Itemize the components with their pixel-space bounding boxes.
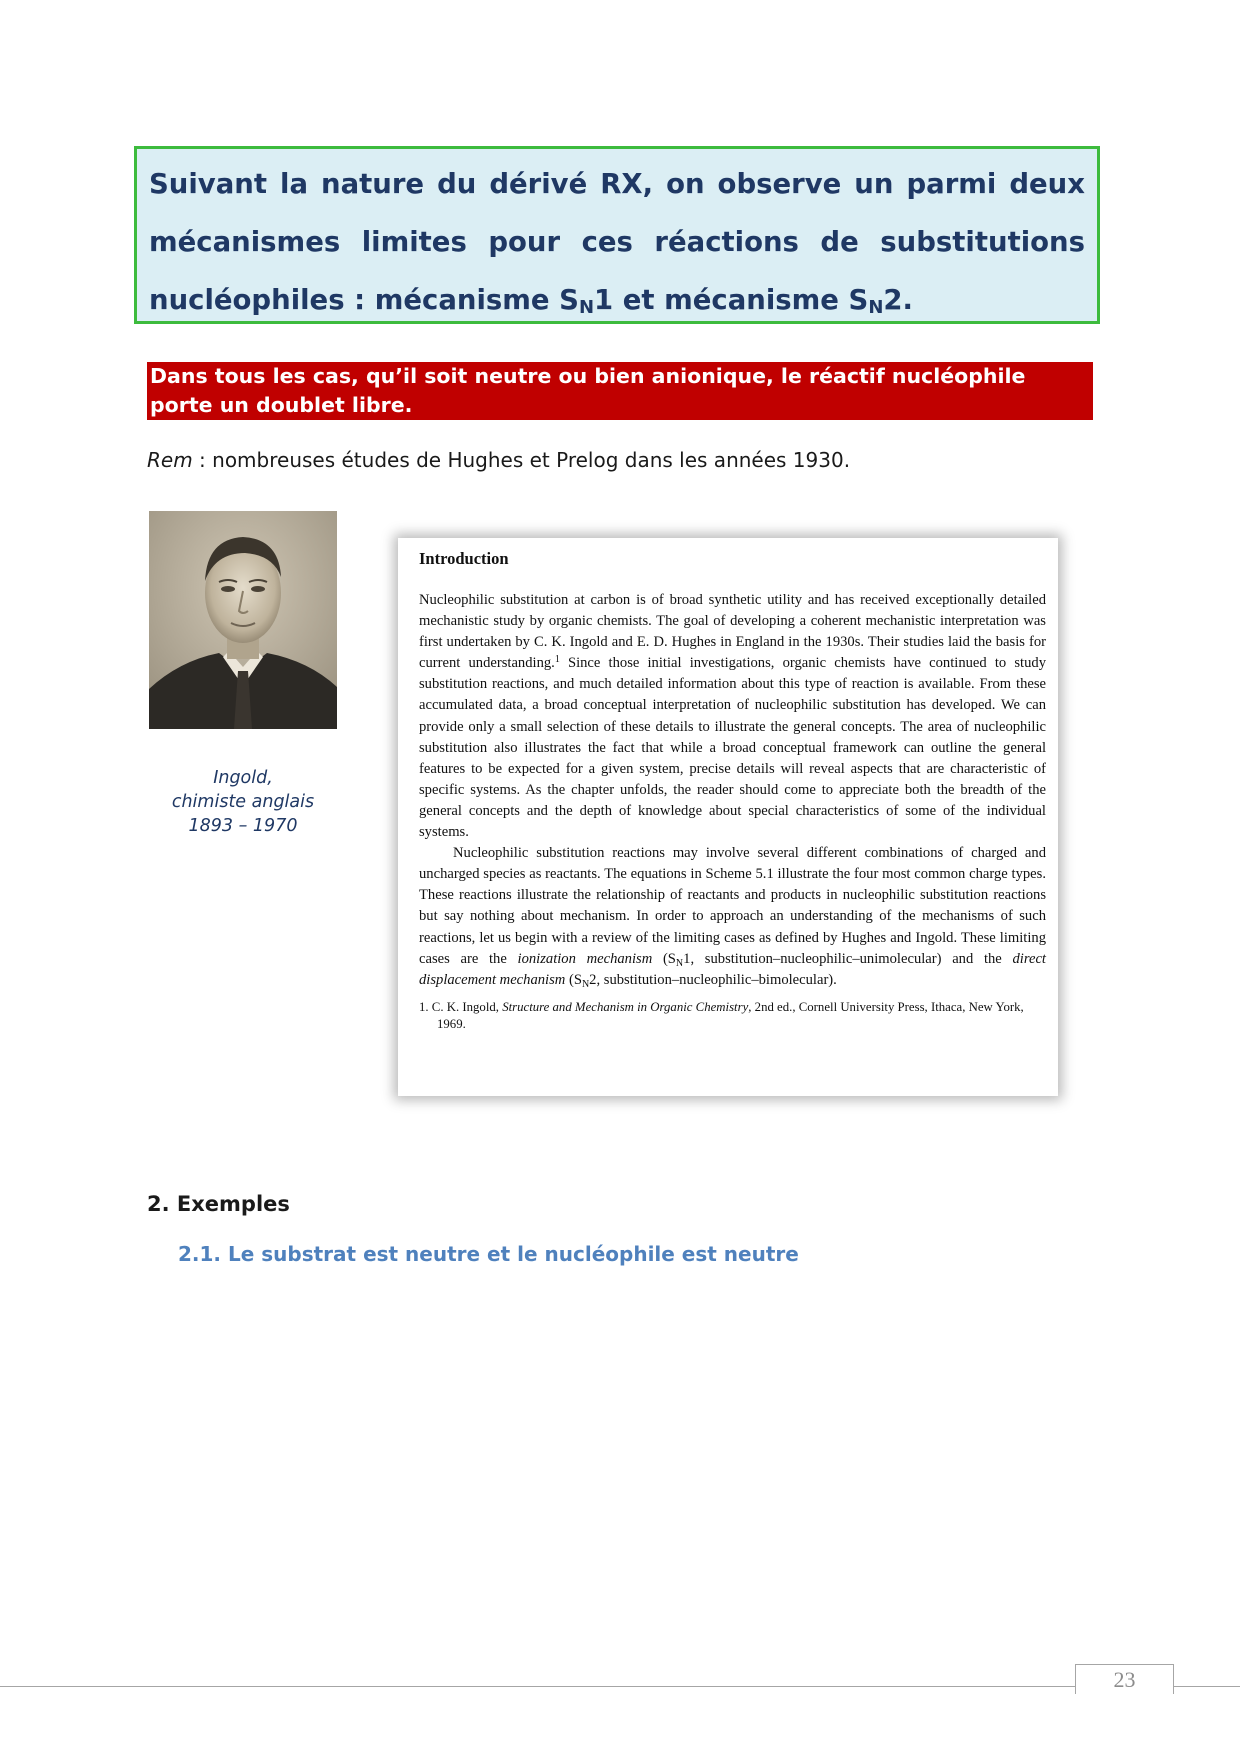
caption-dates: 1893 – 1970 [188, 816, 298, 836]
remark-label: Rem [147, 448, 193, 472]
callout-text-3: 2. [883, 284, 913, 316]
excerpt-paragraph-1 [419, 590, 1046, 843]
term-ionization-mechanism: ionization mechanism [517, 950, 653, 967]
footer-rule-right [1174, 1686, 1240, 1687]
nucleophile-note-banner [147, 362, 1093, 420]
subscript-n: N [675, 957, 684, 969]
section-heading: 2. Exemples [147, 1192, 290, 1216]
excerpt-p1-text-a: Nucleophilic substitution at carbon is of broad synthetic utility and has received exceptionally detailed mechanistic study by organic chemists. The goal of developing a coherent mechanistic interpretation was first undertaken by C. K. Ingold and E. D. Hughes in England in the 1930s. Their studies laid the basis for current understanding. [419, 592, 1046, 672]
excerpt-footnote [419, 999, 1046, 1033]
excerpt-p2-text-b: (S [652, 950, 676, 967]
textbook-excerpt [398, 538, 1058, 1096]
caption-description: chimiste anglais [171, 792, 315, 812]
subsection-heading: 2.1. Le substrat est neutre et le nucléophile est neutre [178, 1242, 799, 1266]
excerpt-p2-text-e: 2, substitution–nucleophilic–bimolecular). [589, 971, 837, 988]
excerpt-title: Introduction [419, 549, 509, 568]
ingold-portrait-photo [149, 511, 337, 729]
callout-subscript-n-2: N [868, 297, 884, 318]
callout-text-2: 1 et mécanisme S [594, 284, 869, 316]
callout-subscript-n: N [578, 297, 595, 318]
excerpt-p2-text-c: 1, substitution–nucleophilic–unimolecular) and the [683, 950, 1013, 967]
footnote-text-b: , 2nd ed., Cornell University Press, Ithaca, New York, 1969. [437, 999, 1024, 1031]
excerpt-p2-text-a: Nucleophilic substitution reactions may involve several different combinations of charged and uncharged species as reactants. The equations in Scheme 5.1 illustrate the four most common charge types. These reactions illustrate the relationship of reactants and products in nucleophilic substitution reactions but say nothing about mechanism. In order to approach an understanding of the mechanisms of such reactions, let us begin with a review of the limiting cases as defined by Hughes and Ingold. These limiting cases are the [419, 845, 1046, 967]
subscript-n-2: N [581, 978, 590, 990]
excerpt-paragraph-2 [419, 843, 1046, 991]
excerpt-p1-text-b: Since those initial investigations, organic chemists have continued to study substitution reactions, and much detailed information about this type of reaction is available. From these accumulated data, a broad conceptual interpretation of nucleophilic substitution has developed. We can provide only a small selection of these details to illustrate the general concepts. The area of nucleophilic substitution also illustrates the fact that while a broad conceptual framework can outline the general features to be expected for a given system, precise details will reveal aspects that are characteristic of specific systems. As the chapter unfolds, the reader should come to appreciate both the breadth of the general concepts and the depth of knowledge about special characteristics of some of the individual systems. [419, 655, 1046, 841]
term-direct-displacement: direct displacement mechanism [419, 950, 1046, 988]
page-number: 23 [1075, 1664, 1174, 1694]
remark-line [147, 448, 850, 472]
nucleophile-note-text: Dans tous les cas, qu’il soit neutre ou bien anionique, le réactif nucléophile porte un doublet libre. [150, 364, 1026, 417]
remark-text: : nombreuses études de Hughes et Prelog dans les années 1930. [192, 448, 851, 472]
footnote-text-a: 1. C. K. Ingold, [419, 999, 503, 1014]
footnote-reference: 1 [554, 654, 560, 666]
callout-text: Suivant la nature du dérivé RX, on observe un parmi deux mécanismes limites pour ces réactions de substitutions nucléophiles : mécanisme S [149, 168, 1085, 316]
key-statement-callout [134, 146, 1100, 324]
footnote-book-title: Structure and Mechanism in Organic Chemistry [502, 999, 749, 1014]
caption-name: Ingold, [213, 768, 273, 788]
excerpt-body [419, 590, 1046, 1033]
excerpt-p2-text-d: (S [565, 971, 582, 988]
portrait-caption [149, 766, 337, 838]
footer-rule-left [0, 1686, 1075, 1687]
